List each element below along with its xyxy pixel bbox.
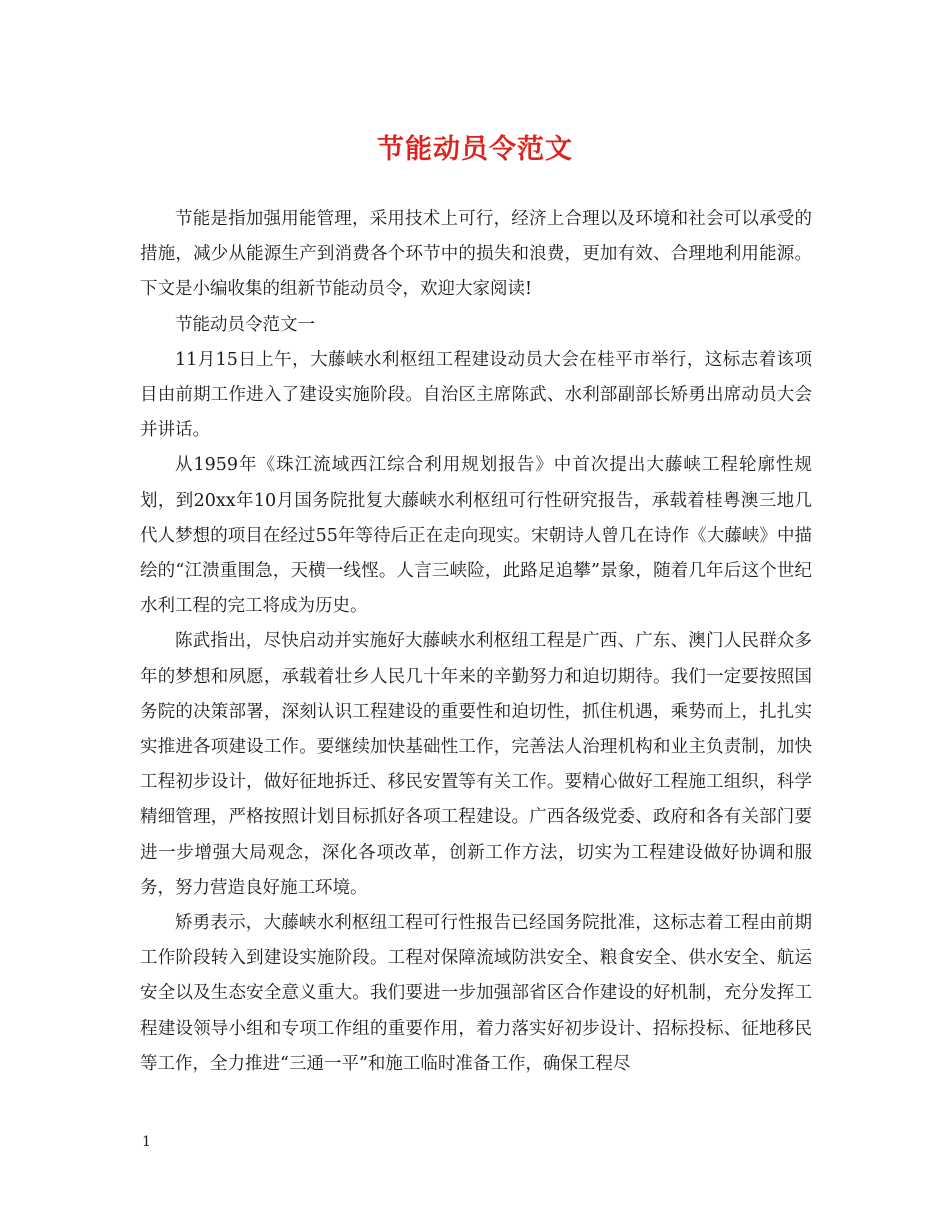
paragraph: 11月15日上午，大藤峡水利枢纽工程建设动员大会在桂平市举行，这标志着该项目由前期工作进入了建设实施阶段。自治区主席陈武、水利部副部长矫勇出席动员大会并讲话。 <box>140 349 812 441</box>
page-number: 1 <box>142 1134 151 1150</box>
paragraph-subheading: 节能动员令范文一 <box>175 314 315 335</box>
paragraph: 陈武指出，尽快启动并实施好大藤峡水利枢纽工程是广西、广东、澳门人民群众多年的梦想和夙愿，承载着壮乡人民几十年来的辛勤努力和迫切期待。我们一定要按照国务院的决策部署，深刻认识工程建设的重要性和迫切性，抓住机遇，乘势而上，扎扎实实推进各项建设工作。要继续加快基础性工作，完善法人治理机构和业主负责制，加快工程初步设计，做好征地拆迁、移民安置等有关工作。要精心做好工程施工组织，科学精细管理，严格按照计划目标抓好各项工程建设。广西各级党委、政府和各有关部门要进一步增强大局观念，深化各项改革，创新工作方法，切实为工程建设做好协调和服务，努力营造良好施工环境。 <box>140 631 812 898</box>
page-title: 节能动员令范文 <box>377 134 573 165</box>
document-body <box>140 202 812 1082</box>
paragraph: 从1959年《珠江流域西江综合利用规划报告》中首次提出大藤峡工程轮廓性规划，到20xx年10月国务院批复大藤峡水利枢纽可行性研究报告，承载着桂粤澳三地几代人梦想的项目在经过55年等待后正在走向现实。宋朝诗人曾几在诗作《大藤峡》中描绘的“江溃重围急，天横一线悭。人言三峡险，此路足追攀”景象，随着几年后这个世纪水利工程的完工将成为历史。 <box>140 455 812 617</box>
paragraph-intro: 节能是指加强用能管理，采用技术上可行，经济上合理以及环境和社会可以承受的措施，减少从能源生产到消费各个环节中的损失和浪费，更加有效、合理地利用能源。下文是小编收集的组新节能动员令，欢迎大家阅读! <box>140 209 812 300</box>
paragraph: 矫勇表示，大藤峡水利枢纽工程可行性报告已经国务院批准，这标志着工程由前期工作阶段转入到建设实施阶段。工程对保障流域防洪安全、粮食安全、供水安全、航运安全以及生态安全意义重大。我们要进一步加强部省区合作建设的好机制，充分发挥工程建设领导小组和专项工作组的重要作用，着力落实好初步设计、招标投标、征地移民等工作，全力推进“三通一平”和施工临时准备工作，确保工程尽 <box>140 913 812 1074</box>
